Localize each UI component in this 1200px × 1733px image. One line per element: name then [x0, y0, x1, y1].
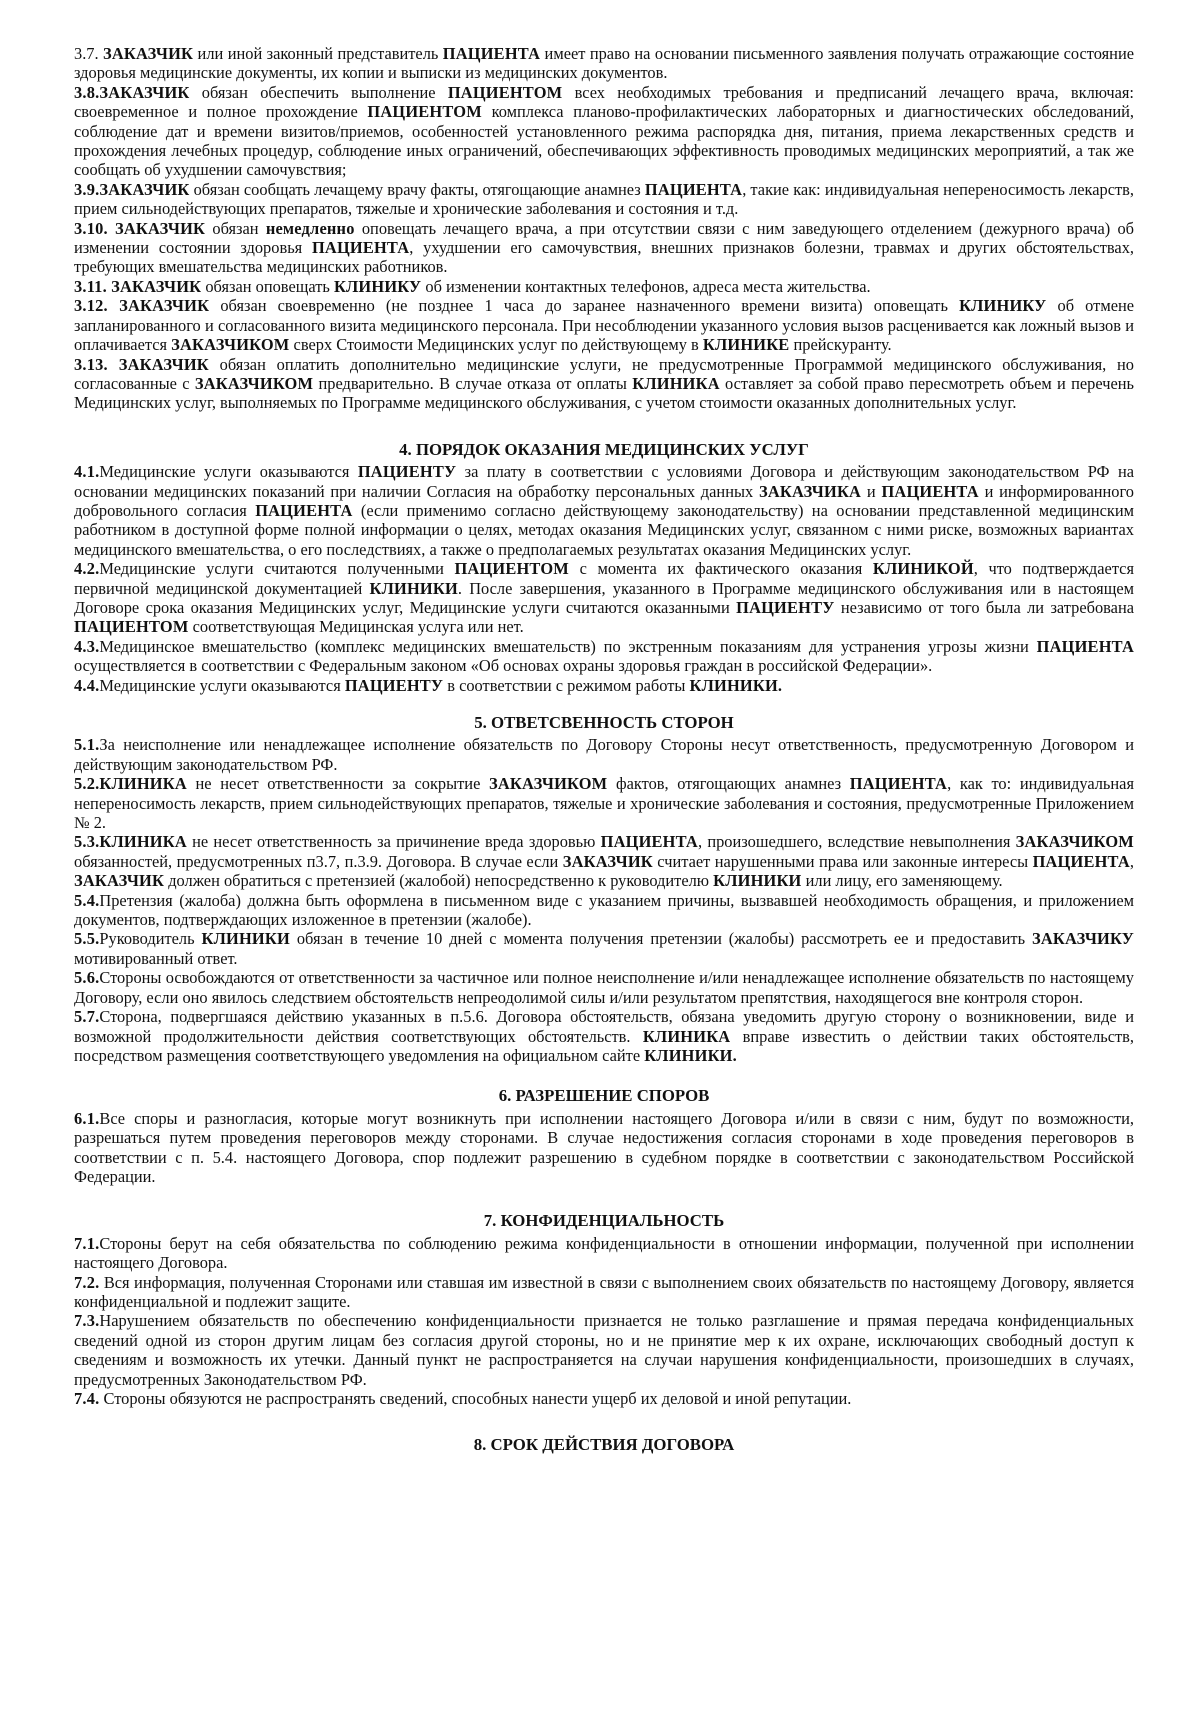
- bold-term: ПАЦИЕНТУ: [736, 597, 835, 617]
- bold-term: ЗАКАЗЧИКОМ: [194, 373, 314, 393]
- clause-5-7: 5.7.Сторона, подвергшаяся действию указанных в п.5.6. Договора обстоятельств, обязана уведомить другую сторону о возникновении, виде и возможной продолжительности действия соответствующих обстоятельств. КЛИНИКА вправе известить о действии таких обстоятельств, посредством размещения соответствующего уведомления на официальном сайте КЛИНИКИ.: [74, 1007, 1134, 1065]
- section-heading-7: 7. КОНФИДЕНЦИАЛЬНОСТЬ: [483, 1211, 725, 1231]
- clause-3-9: 3.9.ЗАКАЗЧИК обязан сообщать лечащему врачу факты, отягощающие анамнез ПАЦИЕНТА, такие как: индивидуальная непереносимость лекарств, прием сильнодействующих препаратов, тяжелые и хронические заболевания и состояния и т.д.: [74, 179, 1135, 219]
- clause-7-2: 7.2. Вся информация, полученная Сторонами или ставшая им известной в связи с выполнением своих обязательств по настоящему Договору, является конфиденциальной и подлежит защите.: [74, 1272, 1134, 1311]
- clause-5-3: 5.3.КЛИНИКА не несет ответственность за причинение вреда здоровью ПАЦИЕНТА, произошедшего, вследствие невыполнения ЗАКАЗЧИКОМ обязанностей, предусмотренных п3.7, п.3.9. Договора. В случае если ЗАКАЗЧИК считает нарушенными права или законные интересы ПАЦИЕНТА, ЗАКАЗЧИК должен обратиться с претензией (жалобой) непосредственно к руководителю КЛИНИКИ или лицу, его заменяющему.: [74, 832, 1134, 891]
- bold-term: 5.2.КЛИНИКА: [74, 774, 187, 794]
- bold-term: ЗАКАЗЧИКОМ: [489, 774, 608, 794]
- section-heading-5: 5. ОТВЕТСВЕННОСТЬ СТОРОН: [474, 713, 734, 732]
- bold-term: КЛИНИКОЙ: [872, 559, 974, 579]
- section-heading-8: 8. СРОК ДЕЙСТВИЯ ДОГОВОРА: [473, 1435, 735, 1455]
- bold-term: ПАЦИЕНТОМ: [74, 617, 189, 637]
- bold-term: КЛИНИКИ: [201, 929, 290, 949]
- bold-term: 3.8.ЗАКАЗЧИК: [74, 82, 190, 102]
- clause-4-1: 4.1.Медицинские услуги оказываются ПАЦИЕНТУ за плату в соответствии с условиями Договора и действующим законодательством РФ на основании медицинских показаний при наличии Согласия на обработку персональных данных ЗАКАЗЧИКА и ПАЦИЕНТА и информированного добровольного согласия ПАЦИЕНТА (если применимо согласно действующему законодательству) на основании представленной медицинским работником в доступной форме полной информации о целях, методах оказания Медицинских услуг, связанном с ними риске, возможных вариантах медицинского вмешательства, о его последствиях, а также о предполагаемых результатах оказания Медицинских услуг.: [74, 462, 1135, 559]
- bold-term: ЗАКАЗЧИКОМ: [1015, 832, 1134, 852]
- section-heading-4: 4. ПОРЯДОК ОКАЗАНИЯ МЕДИЦИНСКИХ УСЛУГ: [399, 439, 809, 459]
- bold-term: КЛИНИКИ: [369, 578, 458, 598]
- bold-term: ПАЦИЕНТОМ: [447, 82, 563, 102]
- bold-term: ЗАКАЗЧИКА: [758, 481, 862, 501]
- clause-3-10: 3.10. ЗАКАЗЧИК обязан немедленно оповещать лечащего врача, а при отсутствии связи с ним заведующего отделением (дежурного врача) об изменении состоянии здоровья ПАЦИЕНТА, ухудшении его самочувствия, внешних признаков болезни, травмах и других обстоятельствах, требующих вмешательства медицинских работников.: [74, 218, 1134, 277]
- bold-term: 5.6.: [74, 968, 100, 988]
- bold-term: ПАЦИЕНТА: [1036, 636, 1134, 656]
- bold-term: ПАЦИЕНТА: [644, 179, 743, 199]
- clause-7-1: 7.1.Стороны берут на себя обязательства по соблюдению режима конфиденциальности в отношении информации, полученной при исполнении настоящего Договора.: [74, 1233, 1134, 1273]
- bold-term: 5.5.: [74, 929, 100, 949]
- bold-term: ПАЦИЕНТОМ: [367, 102, 482, 122]
- bold-term: ПАЦИЕНТА: [442, 44, 541, 63]
- bold-term: 6.1.: [74, 1108, 100, 1128]
- bold-term: ЗАКАЗЧИКОМ: [171, 335, 290, 355]
- bold-term: 5.1.: [74, 735, 100, 755]
- clause-6-1: 6.1.Все споры и разногласия, которые могут возникнуть при исполнении настоящего Договора и/или в связи с ним, будут по возможности, разрешаться путем проведения переговоров между сторонами. В случае недостижения согласия сторонами в ходе проведения переговоров в соответствии с п. 5.4. настоящего Договора, спор подлежит разрешению в судебном порядке в соответствии с законодательством Российской Федерации.: [74, 1108, 1134, 1186]
- clause-3-12: 3.12. ЗАКАЗЧИК обязан своевременно (не позднее 1 часа до заранее назначенного времени визита) оповещать КЛИНИКУ об отмене запланированного и согласованного визита медицинского персонала. При несоблюдении указанного условия вызов расценивается как ложный вызов и оплачивается ЗАКАЗЧИКОМ сверх Стоимости Медицинских услуг по действующему в КЛИНИКЕ прейскуранту.: [74, 296, 1135, 355]
- bold-term: 4.1.: [74, 462, 100, 482]
- clause-3-8: 3.8.ЗАКАЗЧИК обязан обеспечить выполнение ПАЦИЕНТОМ всех необходимых требования и предписаний лечащего врача, включая: своевременное и полное прохождение ПАЦИЕНТОМ комплекса планово-профилактических лабораторных и диагностических обследований, соблюдение дат и времени визитов/приемов, особенностей установленного режима распорядка дня, питания, приема лекарственных средств и прохождения лечебных процедур, соблюдение иных ограничений, обеспечивающих эффективность проводимых медицинских мероприятий, а так же сообщать об ухудшении самочувствия;: [74, 82, 1134, 180]
- clause-5-6: 5.6.Стороны освобождаются от ответственности за частичное или полное неисполнение и/или ненадлежащее исполнение обязательств по настоящему Договору, если оно явилось следствием обстоятельств непреодолимой силы и/или результатом препятствия, находящегося вне контроля сторон.: [74, 968, 1134, 1007]
- bold-term: 3.12. ЗАКАЗЧИК: [74, 296, 210, 316]
- bold-term: 4.2.: [74, 559, 100, 579]
- bold-term: 4.4.: [74, 675, 100, 695]
- bold-term: КЛИНИКИ.: [689, 675, 783, 695]
- clause-5-1: 5.1.За неисполнение или ненадлежащее исполнение обязательств по Договору Стороны несут ответственность, предусмотренную Договором и действующим законодательством РФ.: [74, 735, 1134, 774]
- bold-term: ЗАКАЗЧИК: [115, 218, 206, 238]
- bold-term: ЗАКАЗЧИК: [103, 44, 194, 63]
- bold-term: немедленно: [265, 218, 355, 238]
- bold-term: 7.2.: [74, 1272, 100, 1292]
- bold-term: ПАЦИЕНТА: [849, 774, 948, 794]
- bold-term: КЛИНИКА: [642, 1026, 731, 1046]
- bold-term: ПАЦИЕНТУ: [344, 675, 444, 695]
- clause-5-5: 5.5.Руководитель КЛИНИКИ обязан в течение 10 дней с момента получения претензии (жалобы) рассмотреть ее и предоставить ЗАКАЗЧИКУ мотивированный ответ.: [74, 929, 1134, 968]
- bold-term: 3.13. ЗАКАЗЧИК: [74, 354, 209, 374]
- clause-4-2: 4.2.Медицинские услуги считаются полученными ПАЦИЕНТОМ с момента их фактического оказания КЛИНИКОЙ, что подтверждается первичной медицинской документацией КЛИНИКИ. После завершения, указанного в Программе медицинского обслуживания или в настоящем Договоре срока оказания Медицинских услуг, Медицинские услуги считаются оказанными ПАЦИЕНТУ независимо от того была ли затребована ПАЦИЕНТОМ соответствующая Медицинская услуга или нет.: [74, 559, 1134, 637]
- clause-3-11: 3.11. ЗАКАЗЧИК обязан оповещать КЛИНИКУ об изменении контактных телефонов, адреса места жительства.: [74, 276, 871, 296]
- bold-term: 3.11. ЗАКАЗЧИК: [74, 276, 202, 296]
- bold-term: КЛИНИКЕ: [702, 335, 790, 355]
- bold-term: КЛИНИКУ: [959, 296, 1047, 316]
- bold-term: 4.3.: [74, 636, 100, 656]
- bold-term: КЛИНИКИ.: [644, 1045, 737, 1065]
- bold-term: ПАЦИЕНТОМ: [454, 559, 569, 579]
- bold-term: 7.3.: [74, 1311, 100, 1331]
- clause-7-4: 7.4. Стороны обязуются не распространять сведений, способных нанести ущерб их деловой и иной репутации.: [74, 1389, 852, 1408]
- bold-term: ПАЦИЕНТА: [311, 238, 410, 258]
- bold-term: 3.10.: [74, 218, 108, 238]
- clause-4-4: 4.4.Медицинские услуги оказываются ПАЦИЕНТУ в соответствии с режимом работы КЛИНИКИ.: [74, 675, 783, 695]
- bold-term: КЛИНИКА: [632, 373, 720, 393]
- bold-term: ПАЦИЕНТА: [1032, 851, 1130, 871]
- bold-term: КЛИНИКИ: [713, 871, 802, 891]
- bold-term: ПАЦИЕНТУ: [357, 462, 457, 482]
- bold-term: ПАЦИЕНТА: [255, 500, 353, 520]
- clause-5-2: 5.2.КЛИНИКА не несет ответственности за сокрытие ЗАКАЗЧИКОМ фактов, отягощающих анамнез ПАЦИЕНТА, как то: индивидуальная непереносимость лекарств, прием сильнодействующих препаратов, тяжелые и хронические заболевания и состояния, предусмотренные Приложением № 2.: [74, 774, 1134, 833]
- bold-term: ЗАКАЗЧИК: [74, 871, 165, 891]
- bold-term: 7.1.: [74, 1233, 100, 1253]
- clause-7-3: 7.3.Нарушением обязательств по обеспечению конфиденциальности признается не только разглашение и прямая передача конфиденциальных сведений одной из сторон другим лицам без согласия другой стороны, но и не принятие мер к их охране, исключающих свободный доступ к сведениям и возможность их утечки. Данный пункт не распространяется на случаи нарушения конфиденциальности, произошедших в случаях, предусмотренных Законодательством РФ.: [74, 1311, 1134, 1389]
- bold-term: ЗАКАЗЧИК: [562, 851, 653, 871]
- bold-term: ЗАКАЗЧИКУ: [1032, 929, 1134, 949]
- section-heading-6: 6. РАЗРЕШЕНИЕ СПОРОВ: [498, 1086, 710, 1106]
- bold-term: 5.4.: [74, 890, 100, 910]
- clause-5-4: 5.4.Претензия (жалоба) должна быть оформлена в письменном виде с указанием причины, вызвавшей необходимость обращения, и приложением документов, подтверждающих изложенное в претензии (жалобе).: [74, 890, 1134, 930]
- clause-3-13: 3.13. ЗАКАЗЧИК обязан оплатить дополнительно медицинские услуги, не предусмотренные Программой медицинского обслуживания, но согласованные с ЗАКАЗЧИКОМ предварительно. В случае отказа от оплаты КЛИНИКА оставляет за собой право пересмотреть объем и перечень Медицинских услуг, выполняемых по Программе медицинского обслуживания, с учетом стоимости оказанных дополнительных услуг.: [74, 354, 1135, 413]
- bold-term: 5.3.КЛИНИКА: [74, 832, 187, 852]
- bold-term: ПАЦИЕНТА: [881, 481, 979, 501]
- bold-term: 7.4.: [74, 1389, 100, 1408]
- bold-term: КЛИНИКУ: [333, 276, 422, 296]
- bold-term: 5.7.: [74, 1007, 100, 1027]
- bold-term: 3.9.ЗАКАЗЧИК: [74, 179, 190, 199]
- clause-3-7: 3.7. ЗАКАЗЧИК или иной законный представитель ПАЦИЕНТА имеет право на основании письменного заявления получать отражающие состояние здоровья медицинские документы, их копии и выписки из медицинских документов.: [74, 44, 1134, 83]
- clause-4-3: 4.3.Медицинское вмешательство (комплекс медицинских вмешательств) по экстренным показаниям для устранения угрозы жизни ПАЦИЕНТА осуществляется в соответствии с Федеральным законом «Об основах охраны здоровья граждан в российской Федерации».: [74, 636, 1134, 676]
- bold-term: ПАЦИЕНТА: [600, 832, 698, 852]
